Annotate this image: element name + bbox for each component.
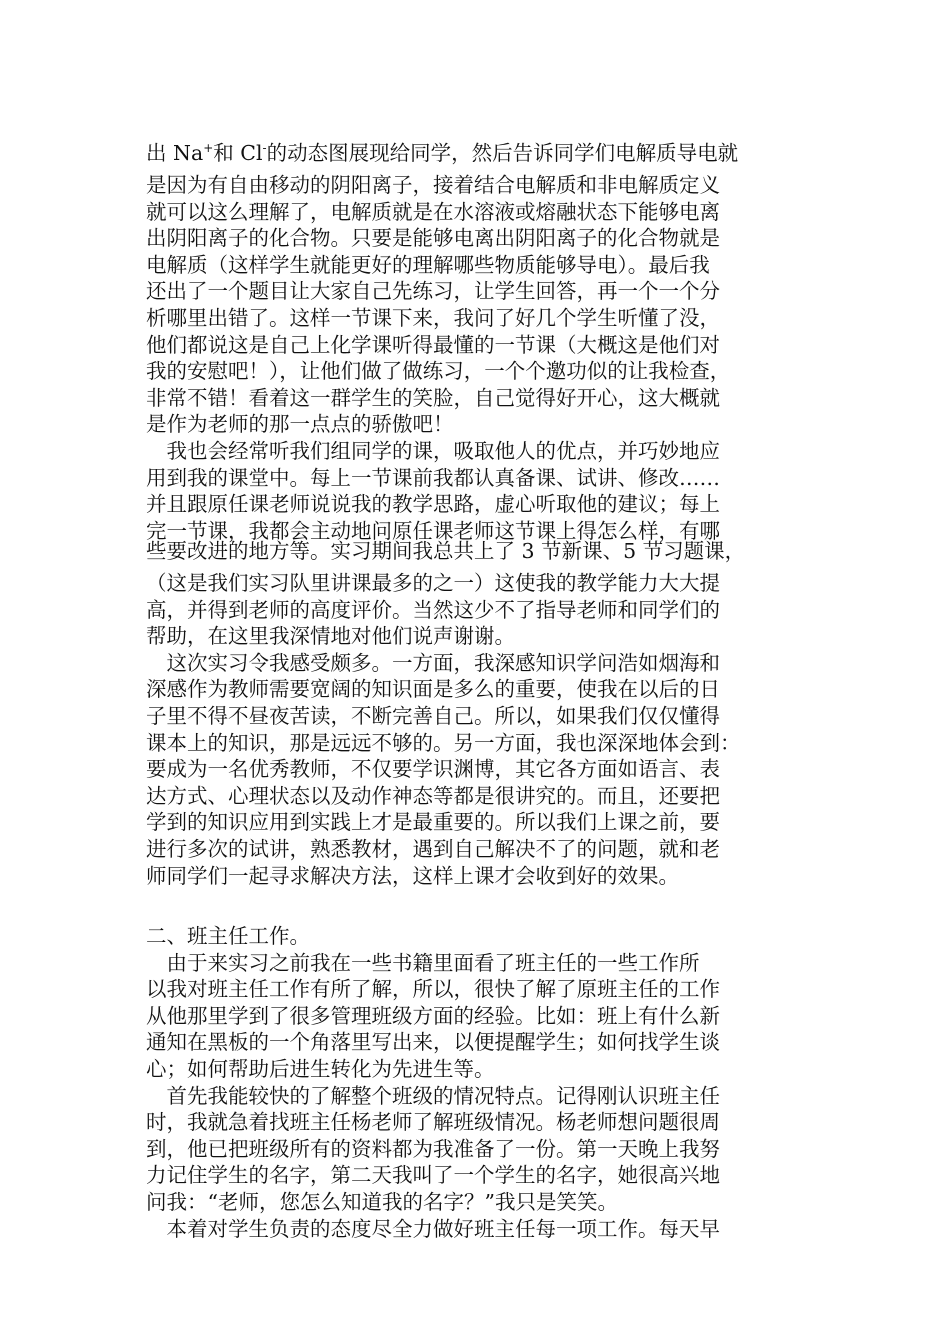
paragraph-line: 这次实习令我感受颇多。一方面，我深感知识学问浩如烟海和 [146, 650, 720, 675]
paragraph-line: 是作为老师的那一点点的骄傲吧！ [146, 412, 454, 437]
paragraph-line: 到，他已把班级所有的资料都为我准备了一份。第一天晚上我努 [146, 1136, 720, 1161]
paragraph-line: 是因为有自由移动的阴阳离子，接着结合电解质和非电解质定义 [146, 173, 720, 197]
superscript: - [262, 141, 267, 156]
text-fragment: 出 Na [146, 141, 204, 165]
paragraph-line: 高，并得到老师的高度评价。当然这少不了指导老师和同学们的 [146, 597, 720, 622]
paragraph-line: 子里不得不昼夜苦读，不断完善自己。所以，如果我们仅仅懂得 [146, 703, 720, 728]
paragraph-line: 学到的知识应用到实践上才是最重要的。所以我们上课之前，要 [146, 810, 720, 835]
superscript: + [203, 141, 214, 156]
paragraph-line: 非常不错！看着这一群学生的笑脸，自己觉得好开心，这大概就 [146, 385, 720, 410]
paragraph-line: 力记住学生的名字，第二天我叫了一个学生的名字，她很高兴地 [146, 1163, 720, 1188]
paragraph-line: 些要改进的地方等。实习期间我总共上了 3 节新课、5 节习题课， [146, 539, 746, 563]
paragraph-line: 课本上的知识，那是远远不够的。另一方面，我也深深地体会到： [146, 730, 741, 755]
paragraph-line: 还出了一个题目让大家自己先练习，让学生回答，再一个一个分 [146, 279, 720, 304]
paragraph-line: 帮助，在这里我深情地对他们说声谢谢。 [146, 624, 515, 649]
text-fragment: 的动态图展现给同学，然后告诉同学们电解质导电就 [266, 141, 739, 165]
paragraph-line [146, 135, 816, 172]
paragraph-line: 我也会经常听我们组同学的课，吸取他人的优点，并巧妙地应 [146, 438, 720, 463]
paragraph-line: 深感作为教师需要宽阔的知识面是多么的重要，使我在以后的日 [146, 677, 720, 702]
paragraph-line: 出阴阳离子的化合物。只要是能够电离出阴阳离子的化合物就是 [146, 226, 720, 251]
paragraph-line: 心；如何帮助后进生转化为先进生等。 [146, 1056, 495, 1081]
text-block-section-2 [146, 923, 816, 1242]
paragraph-line: 问我：“老师，您怎么知道我的名字？”我只是笑笑。 [146, 1189, 618, 1214]
paragraph-line: 电解质（这样学生就能更好的理解哪些物质能够导电）。最后我 [146, 252, 710, 277]
text-block-1 [146, 135, 816, 544]
paragraph-line: 我的安慰吧！），让他们做了做练习，一个个邀功似的让我检查， [146, 359, 731, 384]
paragraph-line: 通知在黑板的一个角落里写出来，以便提醒学生；如何找学生谈 [146, 1030, 720, 1055]
paragraph-line: 完一节课，我都会主动地问原任课老师这节课上得怎么样，有哪 [146, 518, 720, 543]
paragraph-line: 他们都说这是自己上化学课听得最懂的一节课（大概这是他们对 [146, 332, 720, 357]
paragraph-line: 就可以这么理解了，电解质就是在水溶液或熔融状态下能够电离 [146, 199, 720, 224]
paragraph-line: 要成为一名优秀教师，不仅要学识渊博，其它各方面如语言、表 [146, 757, 720, 782]
paragraph-line: 进行多次的试讲，熟悉教材，遇到自己解决不了的问题，就和老 [146, 836, 720, 861]
paragraph-line: 首先我能较快的了解整个班级的情况特点。记得刚认识班主任 [146, 1083, 720, 1108]
paragraph-line: 由于来实习之前我在一些书籍里面看了班主任的一些工作所 [146, 950, 700, 975]
paragraph-line: 从他那里学到了很多管理班级方面的经验。比如：班上有什么新 [146, 1003, 720, 1028]
paragraph-line: 以我对班主任工作有所了解，所以，很快了解了原班主任的工作 [146, 977, 720, 1002]
paragraph-line: 用到我的课堂中。每上一节课前我都认真备课、试讲、修改…… [146, 465, 720, 490]
paragraph-line: 时，我就急着找班主任杨老师了解班级情况。杨老师想问题很周 [146, 1110, 720, 1135]
text-block-3 [146, 570, 816, 889]
section-heading: 二、班主任工作。 [146, 924, 310, 948]
paragraph-line: 析哪里出错了。这样一节课下来，我问了好几个学生听懂了没， [146, 305, 720, 330]
paragraph-line: 并且跟原任课老师说说我的教学思路，虚心听取他的建议；每上 [146, 492, 720, 517]
paragraph-line: 师同学们一起寻求解决方法，这样上课才会收到好的效果。 [146, 863, 679, 888]
paragraph-line: 本着对学生负责的态度尽全力做好班主任每一项工作。每天早 [146, 1216, 720, 1241]
paragraph-line: 达方式、心理状态以及动作神态等都是很讲究的。而且，还要把 [146, 783, 720, 808]
paragraph-line: （这是我们实习队里讲课最多的之一）这使我的教学能力大大提 [146, 571, 720, 595]
text-block-2 [146, 533, 816, 570]
text-fragment: 和 Cl [213, 141, 263, 165]
